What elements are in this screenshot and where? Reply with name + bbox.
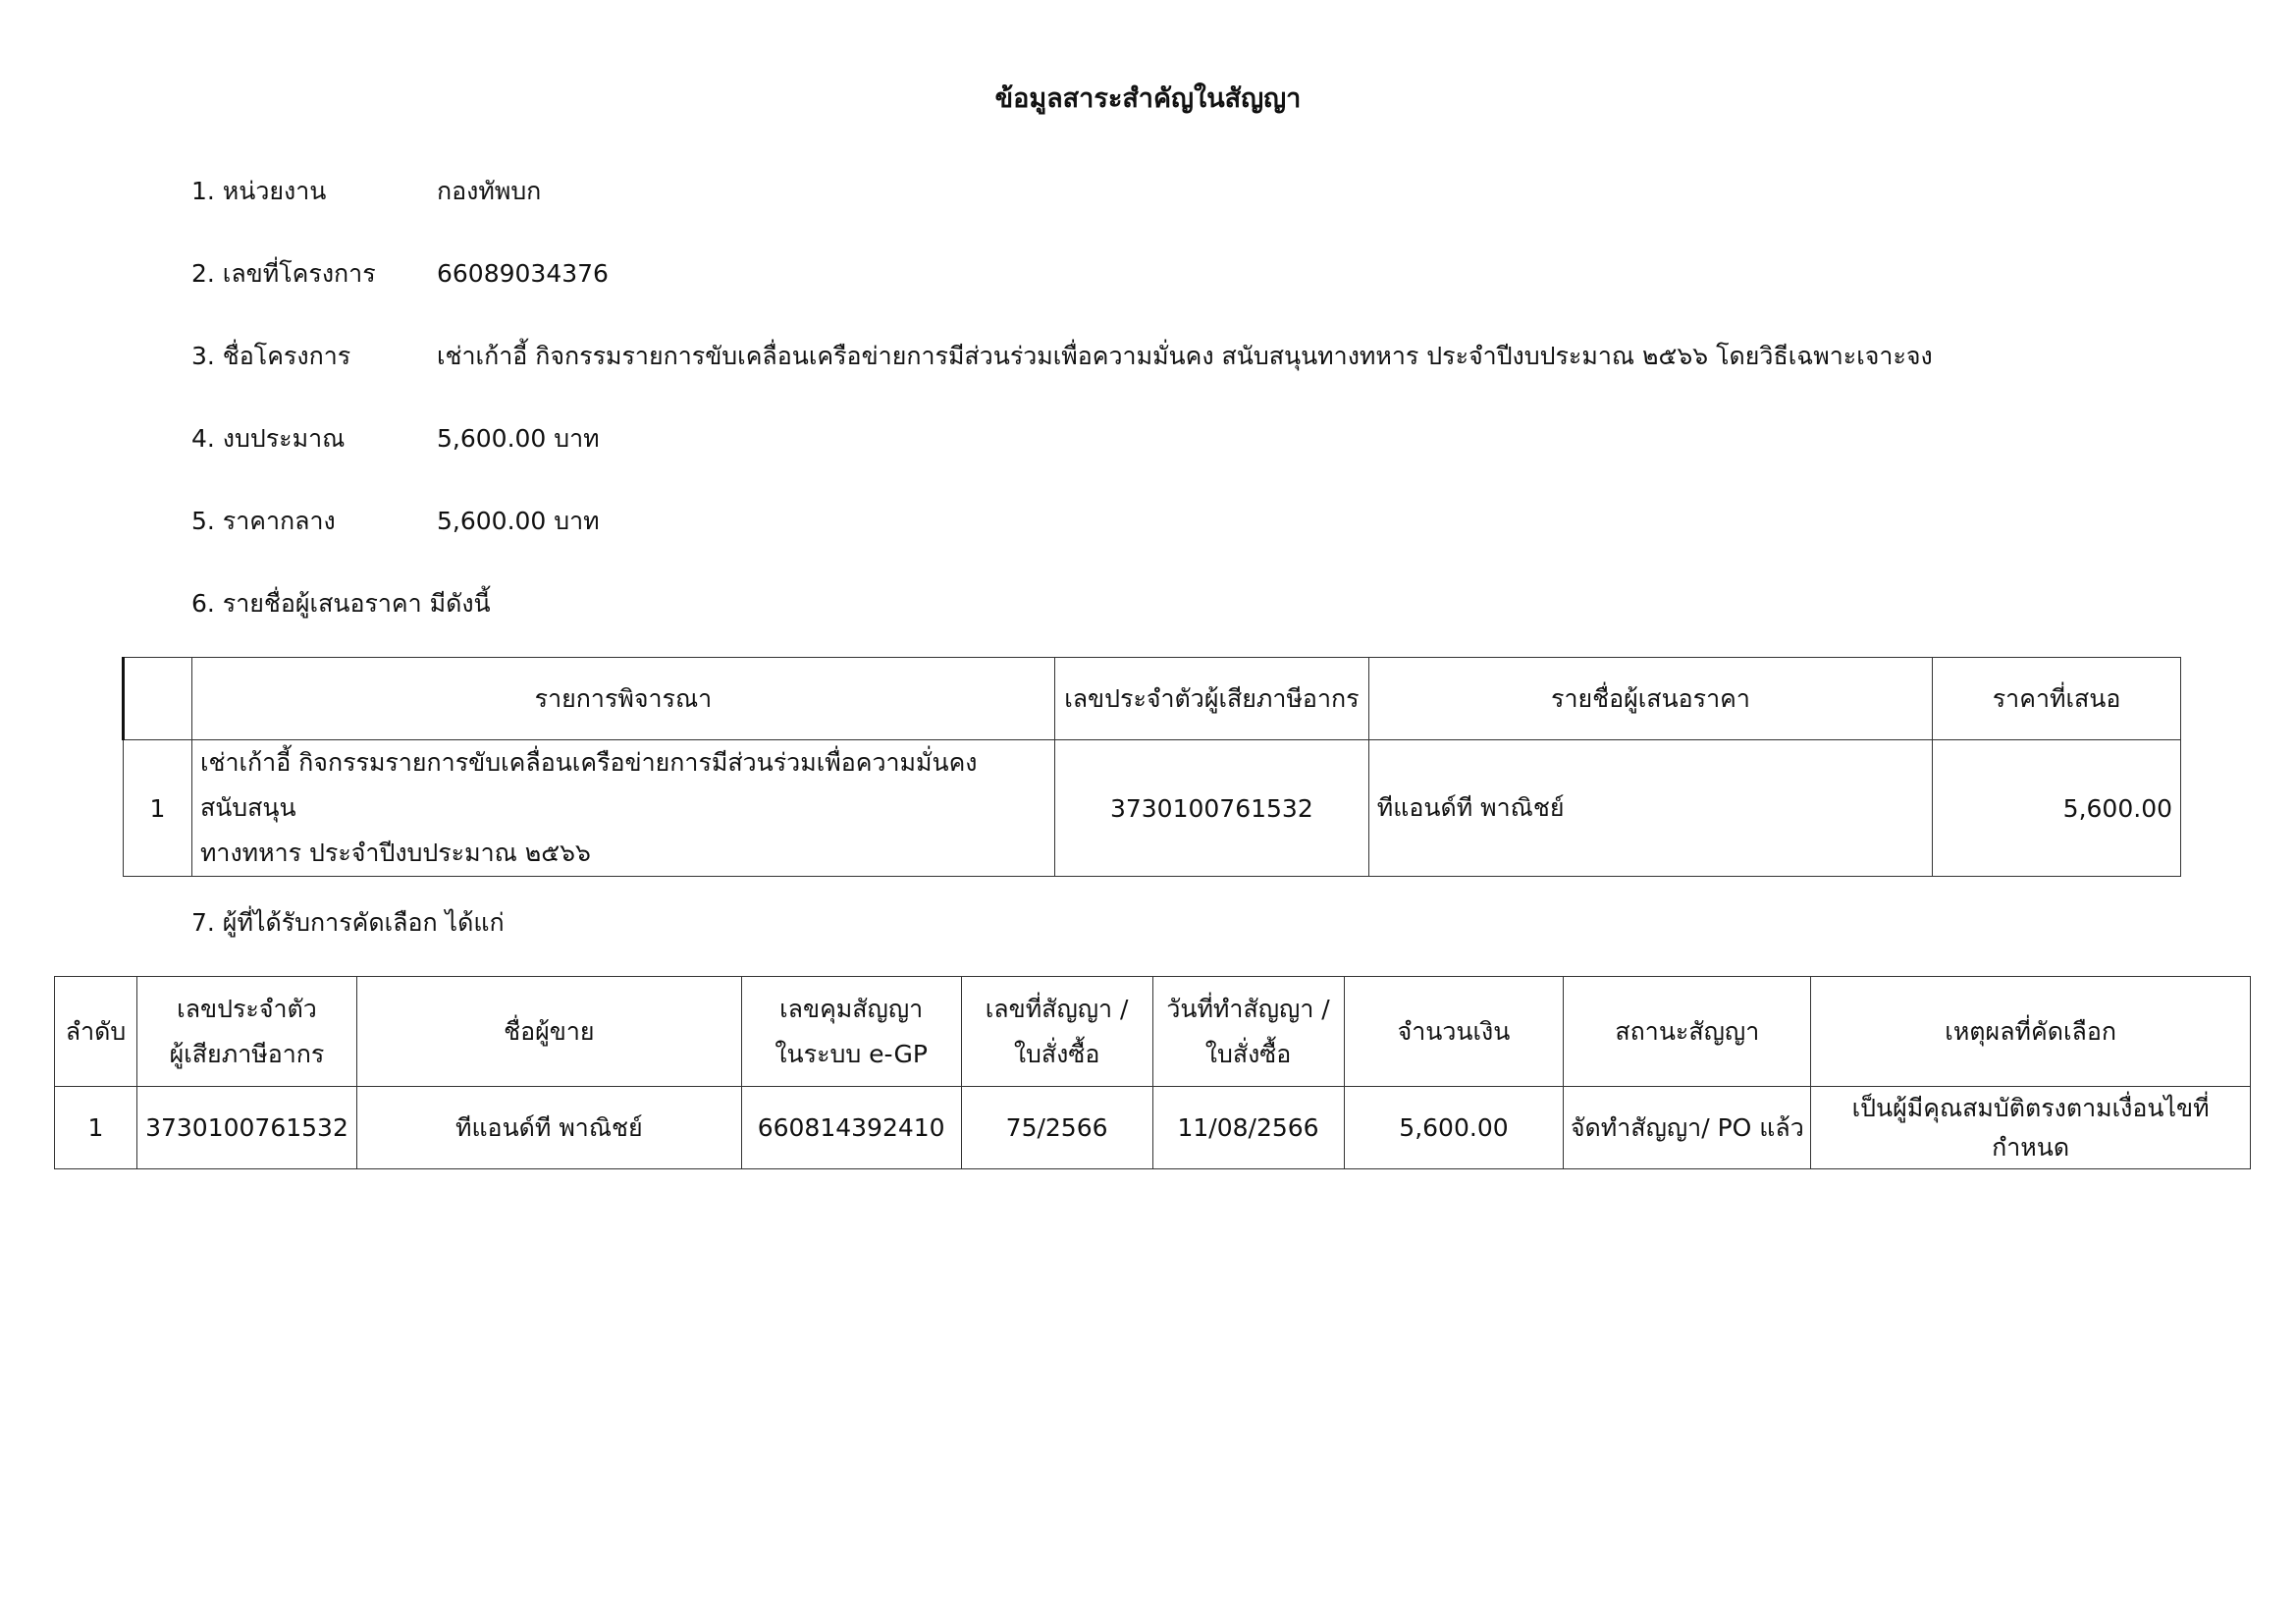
cell-tax-id: 3730100761532 (1054, 740, 1368, 877)
table-row (55, 1087, 2251, 1169)
cell-item-line1: เช่าเก้าอี้ กิจกรรมรายการขับเคลื่อนเครือข่ายการมีส่วนร่วมเพื่อความมั่นคง สนับสนุน (199, 748, 978, 822)
cell-egp-no: 660814392410 (741, 1087, 961, 1169)
winner-section-label: 7. ผู้ที่ได้รับการคัดเลือก ได้แก่ (191, 908, 505, 937)
field-value: เช่าเก้าอี้ กิจกรรมรายการขับเคลื่อนเครือข่ายการมีส่วนร่วมเพื่อความมั่นคง สนับสนุนทางทหาร ประจำปีงบประมาณ ๒๕๖๖ โดยวิธีเฉพาะเจาะจง (437, 342, 1933, 370)
table-row (124, 740, 2181, 877)
table-header-row (55, 977, 2251, 1087)
header-date (1152, 977, 1344, 1087)
bidders-table (122, 657, 2181, 877)
cell-date: 11/08/2566 (1152, 1087, 1344, 1169)
header-no: ลำดับ (55, 977, 137, 1087)
header-egp-line1: เลขคุมสัญญา (779, 994, 924, 1023)
header-tax-id-line1: เลขประจำตัว (177, 994, 317, 1023)
cell-seller: ทีแอนด์ที พาณิชย์ (356, 1087, 741, 1169)
header-no (124, 658, 192, 740)
header-reason: เหตุผลที่คัดเลือก (1811, 977, 2251, 1087)
header-item: รายการพิจารณา (191, 658, 1054, 740)
cell-amount: 5,600.00 (1344, 1087, 1564, 1169)
cell-no: 1 (55, 1087, 137, 1169)
header-tax-id-line2: ผู้เสียภาษีอากร (169, 1039, 325, 1068)
field-value: 5,600.00 บาท (437, 507, 600, 535)
cell-bidder: ทีแอนด์ที พาณิชย์ (1368, 740, 1932, 877)
header-contract-line2: ใบสั่งซื้อ (1013, 1039, 1100, 1068)
cell-item-line2: ทางทหาร ประจำปีงบประมาณ ๒๕๖๖ (199, 839, 591, 867)
table-header-row (124, 658, 2181, 740)
bidders-section-label: 6. รายชื่อผู้เสนอราคา มีดังนี้ (191, 589, 491, 618)
header-date-line2: ใบสั่งซื้อ (1204, 1039, 1292, 1068)
field-agency (191, 172, 541, 211)
field-label: 1. หน่วยงาน (191, 177, 327, 205)
cell-status: จัดทำสัญญา/ PO แล้ว (1564, 1087, 1811, 1169)
header-egp (741, 977, 961, 1087)
field-project-name (191, 337, 1933, 376)
field-label: 3. ชื่อโครงการ (191, 342, 351, 370)
field-label: 4. งบประมาณ (191, 424, 346, 453)
header-bidder: รายชื่อผู้เสนอราคา (1368, 658, 1932, 740)
header-date-line1: วันที่ทำสัญญา / (1166, 994, 1330, 1023)
header-tax-id: เลขประจำตัวผู้เสียภาษีอากร (1054, 658, 1368, 740)
header-price: ราคาที่เสนอ (1933, 658, 2181, 740)
field-value: 66089034376 (437, 259, 609, 288)
header-status: สถานะสัญญา (1564, 977, 1811, 1087)
cell-contract-no: 75/2566 (961, 1087, 1152, 1169)
cell-no: 1 (124, 740, 192, 877)
header-seller: ชื่อผู้ขาย (356, 977, 741, 1087)
field-value: 5,600.00 บาท (437, 424, 600, 453)
field-project-number (191, 254, 609, 294)
winner-table (54, 976, 2251, 1169)
header-tax-id (136, 977, 356, 1087)
header-contract-no (961, 977, 1152, 1087)
field-label: 5. ราคากลาง (191, 507, 336, 535)
field-label: 2. เลขที่โครงการ (191, 259, 376, 288)
header-amount: จำนวนเงิน (1344, 977, 1564, 1087)
header-egp-line2: ในระบบ e-GP (774, 1039, 928, 1068)
field-budget (191, 419, 600, 459)
cell-item (191, 740, 1054, 877)
cell-tax-id: 3730100761532 (136, 1087, 356, 1169)
cell-reason: เป็นผู้มีคุณสมบัติตรงตามเงื่อนไขที่กำหนด (1811, 1087, 2251, 1169)
field-value: กองทัพบก (437, 177, 542, 205)
cell-price: 5,600.00 (1933, 740, 2181, 877)
header-contract-line1: เลขที่สัญญา / (985, 994, 1129, 1023)
document-title: ข้อมูลสาระสำคัญในสัญญา (994, 83, 1302, 114)
field-median-price (191, 502, 600, 541)
